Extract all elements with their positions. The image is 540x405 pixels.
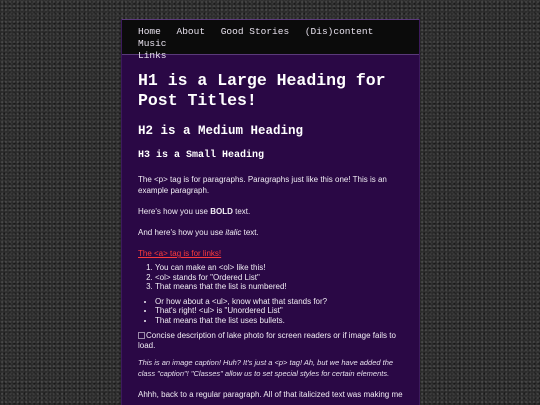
broken-image-icon <box>138 332 145 339</box>
main-content <box>138 71 406 400</box>
nav-good-stories[interactable]: Good Stories <box>220 26 290 37</box>
heading-h2: H2 is a Medium Heading <box>138 124 304 138</box>
nav-links[interactable]: Links <box>138 50 167 61</box>
nav-about[interactable]: About <box>176 26 206 37</box>
paragraph-bold-after: text. <box>232 207 251 216</box>
nav-home[interactable]: Home <box>138 26 161 37</box>
page-container <box>121 19 420 405</box>
image-caption: This is an image caption! Huh? It's just a <p> tag! Ah, but we have added the class "caption"! "Classes" allow us to set special styles for certain elements. <box>138 358 394 378</box>
list-item: • That means that the list uses bullets. <box>155 316 406 326</box>
nav-music[interactable]: Music <box>138 38 167 49</box>
image-alt-text: Concise description of lake photo for screen readers or if image fails to load. <box>138 331 396 350</box>
paragraph-bold-before: Here's how you use <box>138 207 211 216</box>
page-title-h1: H1 is a Large Heading for Post Titles! <box>138 71 386 110</box>
list-item: • Or how about a <ul>, know what that stands for? <box>155 297 406 307</box>
list-item: 2. <ol> stands for "Ordered List" <box>155 273 406 283</box>
paragraph-intro: The <p> tag is for paragraphs. Paragraphs just like this one! This is an example paragraph. <box>138 175 387 195</box>
lake-image <box>138 331 406 351</box>
paragraph-italic <box>138 227 406 238</box>
example-link[interactable]: The <a> tag is for links! <box>138 249 222 258</box>
paragraph-link <box>138 248 406 259</box>
ordered-list <box>138 263 406 292</box>
paragraph-italic-before: And here's how you use <box>138 228 226 237</box>
italic-text: italic <box>225 228 242 237</box>
list-item: 1. You can make an <ol> like this! <box>155 263 406 273</box>
paragraph-italic-after: text. <box>241 228 259 237</box>
nav-discontent[interactable]: (Dis)content <box>304 26 374 37</box>
paragraph-bold <box>138 206 406 217</box>
bold-text: BOLD <box>210 207 233 216</box>
list-item: • That's right! <ul> is "Unordered List" <box>155 306 406 316</box>
unordered-list <box>138 297 406 326</box>
top-nav <box>122 19 419 61</box>
list-item: 3. That means that the list is numbered! <box>155 282 406 292</box>
paragraph-last: Ahhh, back to a regular paragraph. All of that italicized text was making me <box>138 390 403 399</box>
heading-h3: H3 is a Small Heading <box>138 150 265 161</box>
